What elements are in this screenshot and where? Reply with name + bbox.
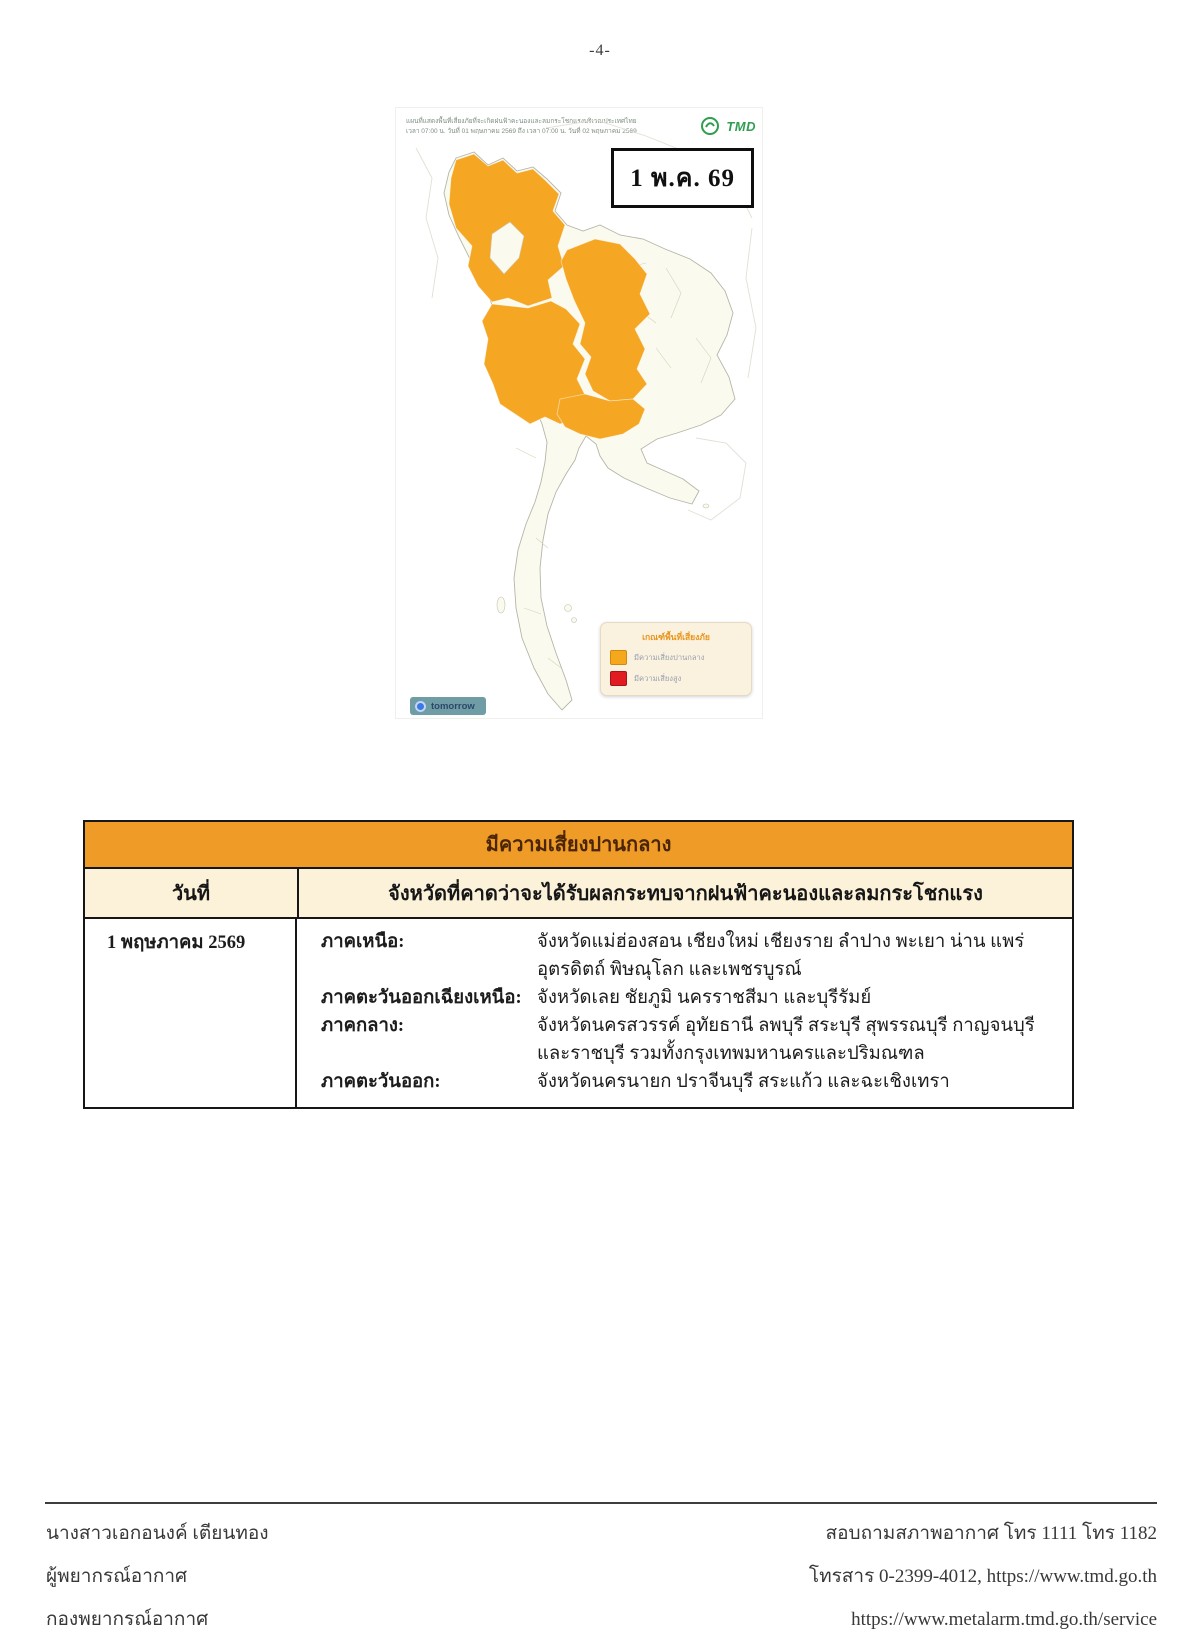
page-number: -4- xyxy=(589,42,611,59)
legend-label: มีความเสี่ยงสูง xyxy=(634,673,682,683)
neighbor-border-line xyxy=(688,438,746,520)
table-row xyxy=(297,984,1072,1012)
legend-title: เกณฑ์พื้นที่เสี่ยงภัย xyxy=(642,632,710,642)
table-header-row xyxy=(85,869,1072,919)
contact-metalarm-url: https://www.metalarm.tmd.go.th/service xyxy=(851,1609,1157,1630)
island xyxy=(703,504,709,508)
provinces-cell xyxy=(297,919,1072,1107)
island xyxy=(497,597,505,613)
col-header-provinces: จังหวัดที่คาดว่าจะได้รับผลกระทบจากฝนฟ้าคะนองและลมกระโชกแรง xyxy=(388,883,983,905)
region-provinces: จังหวัดนครนายก ปราจีนบุรี สระแก้ว และฉะเชิงเทรา xyxy=(537,1072,950,1092)
table-row xyxy=(297,1012,1072,1068)
footer-divider xyxy=(45,1502,1157,1504)
map-header-period: เวลา 07:00 น. วันที่ 01 พฤษภาคม 2569 ถึง เวลา 07:00 น. วันที่ 02 พฤษภาคม 2569 xyxy=(406,128,637,136)
contact-fax-web: โทรสาร 0-2399-4012, https://www.tmd.go.th xyxy=(808,1566,1157,1587)
island xyxy=(572,618,577,623)
tomorrow-logo-text: tomorrow xyxy=(431,700,475,712)
date-cell: 1 พฤษภาคม 2569 xyxy=(85,919,297,1107)
table-title: มีความเสี่ยงปานกลาง xyxy=(85,822,1072,869)
tmd-logo-text: TMD xyxy=(726,118,756,134)
region-provinces: จังหวัดแม่ฮ่องสอน เชียงใหม่ เชียงราย ลำปาง พะเยา น่าน แพร่ อุตรดิตถ์ พิษณุโลก และเพชรบูรณ์ xyxy=(537,932,1025,980)
neighbor-border-line xyxy=(746,228,756,378)
region-provinces: จังหวัดนครสวรรค์ อุทัยธานี ลพบุรี สระบุรี สุพรรณบุรี กาญจนบุรี และราชบุรี รวมทั้งกรุงเทพมหานครและปริมณฑล xyxy=(537,1016,1035,1064)
table-row xyxy=(297,1068,1072,1096)
tomorrow-watermark xyxy=(410,697,486,715)
province-border-line xyxy=(516,448,536,458)
legend-label: มีความเสี่ยงปานกลาง xyxy=(634,652,705,662)
neighbor-border-line xyxy=(416,148,438,298)
forecaster-name: นางสาวเอกอนงค์ เตียนทอง xyxy=(46,1523,269,1544)
region-label: ภาคตะวันออก: xyxy=(321,1072,441,1092)
table-body-row xyxy=(85,919,1072,1107)
risk-table xyxy=(83,820,1074,1109)
map-legend xyxy=(600,622,752,696)
medium-risk-swatch xyxy=(610,650,627,665)
legend-item-medium xyxy=(610,650,742,665)
col-header-date: วันที่ xyxy=(85,869,299,917)
contact-phone: สอบถามสภาพอากาศ โทร 1111 โทร 1182 xyxy=(825,1523,1157,1544)
footer-contact-block xyxy=(809,1512,1157,1641)
map-date-badge: 1 พ.ค. 69 xyxy=(611,148,754,208)
island xyxy=(565,605,572,612)
table-row xyxy=(297,928,1072,984)
legend-item-high xyxy=(610,671,742,686)
tomorrow-logo-icon xyxy=(415,701,426,712)
region-provinces: จังหวัดเลย ชัยภูมิ นครราชสีมา และบุรีรัมย์ xyxy=(537,988,872,1008)
footer-signature-block xyxy=(46,1512,269,1641)
region-label: ภาคตะวันออกเฉียงเหนือ: xyxy=(321,988,522,1008)
high-risk-swatch xyxy=(610,671,627,686)
region-label: ภาคเหนือ: xyxy=(321,932,405,952)
map-header-title: แผนที่แสดงพื้นที่เสี่ยงภัยที่จะเกิดฝนฟ้าคะนองและลมกระโชกแรงบริเวณประเทศไทย xyxy=(406,118,637,125)
forecaster-title: ผู้พยากรณ์อากาศ xyxy=(46,1566,188,1587)
region-label: ภาคกลาง: xyxy=(321,1016,405,1036)
risk-map-figure xyxy=(396,108,762,718)
forecaster-division: กองพยากรณ์อากาศ xyxy=(46,1609,209,1630)
